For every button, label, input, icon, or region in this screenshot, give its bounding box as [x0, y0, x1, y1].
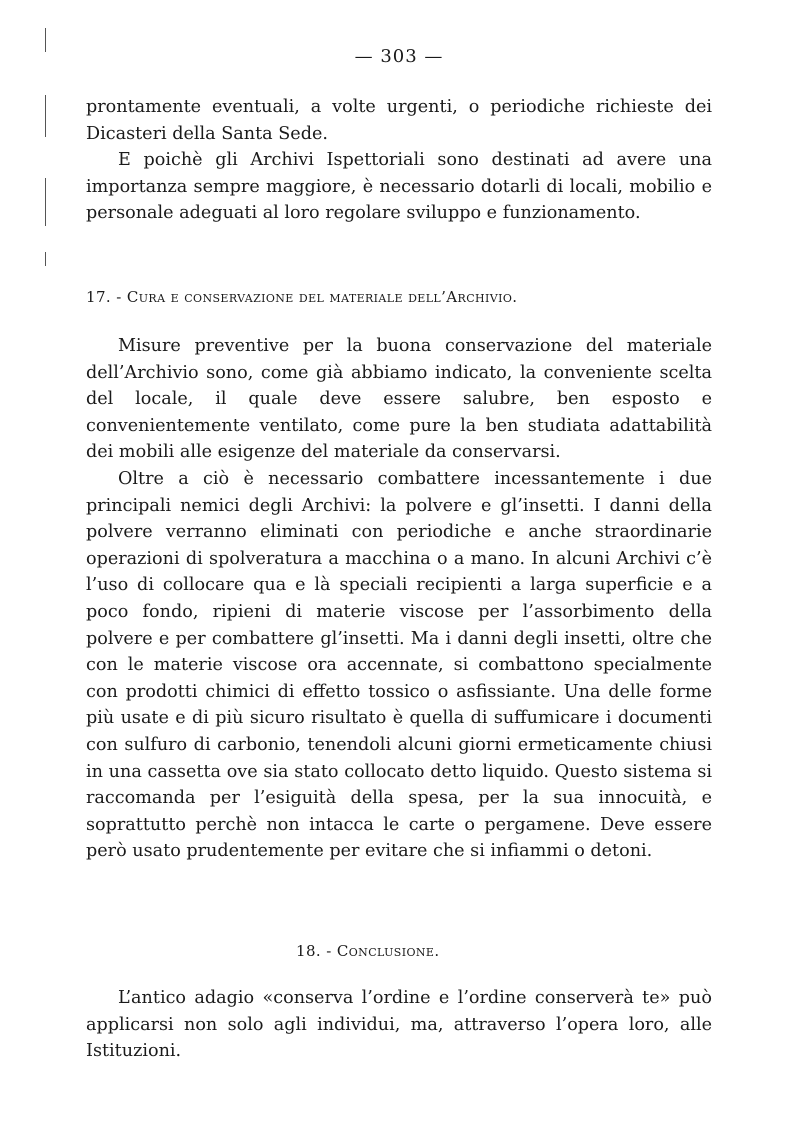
- page-number: — 303 —: [354, 46, 444, 67]
- section-number: 18. -: [296, 942, 332, 960]
- paragraph-nemici-archivi: Oltre a ciò è necessario combattere incessantemente i due principali nemici degli Archivi: la polvere e gl’insetti. I danni della polvere verranno eliminati con periodiche e anche straordinarie operazioni di spolveratura a macchina o a mano. In alcuni Archivi c’è l’uso di collocare qua e là speciali recipienti a larga superficie e a poco fondo, ripieni di materie viscose per l’assorbimento della polvere e per combattere gl’insetti. Ma i danni degli insetti, oltre che con le materie viscose ora accennate, si combattono specialmente con prodotti chimici di effetto tossico o asfissiante. Una delle forme più usate e di più sicuro risultato è quella di suffumicare i documenti con sulfuro di carbonio, tenendoli alcuni giorni ermeticamente chiusi in una cassetta ove sia stato collocato detto liquido. Questo sistema si raccomanda per l’esiguità della spesa, per la sua innocuità, e soprattutto perchè non intacca le carte o pergamene. Deve essere però usato prudentemente per evitare che si infiammi o detoni.: [86, 469, 712, 862]
- paragraph-conclusione: L’antico adagio «conserva l’ordine e l’ordine conserverà te» può applicarsi non solo agli individui, ma, attraverso l’opera loro, alle Istituzioni.: [86, 988, 712, 1062]
- document-page: [86, 0, 712, 1123]
- section-number: 17. -: [86, 288, 122, 306]
- margin-line-mark: [45, 252, 46, 266]
- section-title: Cura e conservazione del materiale dell’Archivio.: [126, 288, 518, 306]
- section-heading-17: [86, 288, 517, 306]
- margin-line-mark: [45, 178, 46, 226]
- section-heading-18: [296, 942, 440, 960]
- section-title: Conclusione.: [336, 942, 440, 960]
- margin-line-mark: [45, 28, 46, 52]
- margin-line-mark: [45, 95, 46, 137]
- paragraph-misure-preventive: Misure preventive per la buona conservazione del materiale dell’Archivio sono, come già abbiamo indicato, la conveniente scelta del locale, il quale deve essere salubre, ben esposto e convenientemente ventilato, come pure la ben studiata adattabilità dei mobili alle esigenze del materiale da conservarsi.: [86, 336, 712, 463]
- paragraph-archivi-ispettoriali: E poichè gli Archivi Ispettoriali sono destinati ad avere una importanza sempre maggiore, è necessario dotarli di locali, mobilio e personale adeguati al loro regolare sviluppo e funzionamento.: [86, 150, 712, 224]
- paragraph-continuation: prontamente eventuali, a volte urgenti, o periodiche richieste dei Dicasteri della Santa Sede.: [86, 97, 712, 144]
